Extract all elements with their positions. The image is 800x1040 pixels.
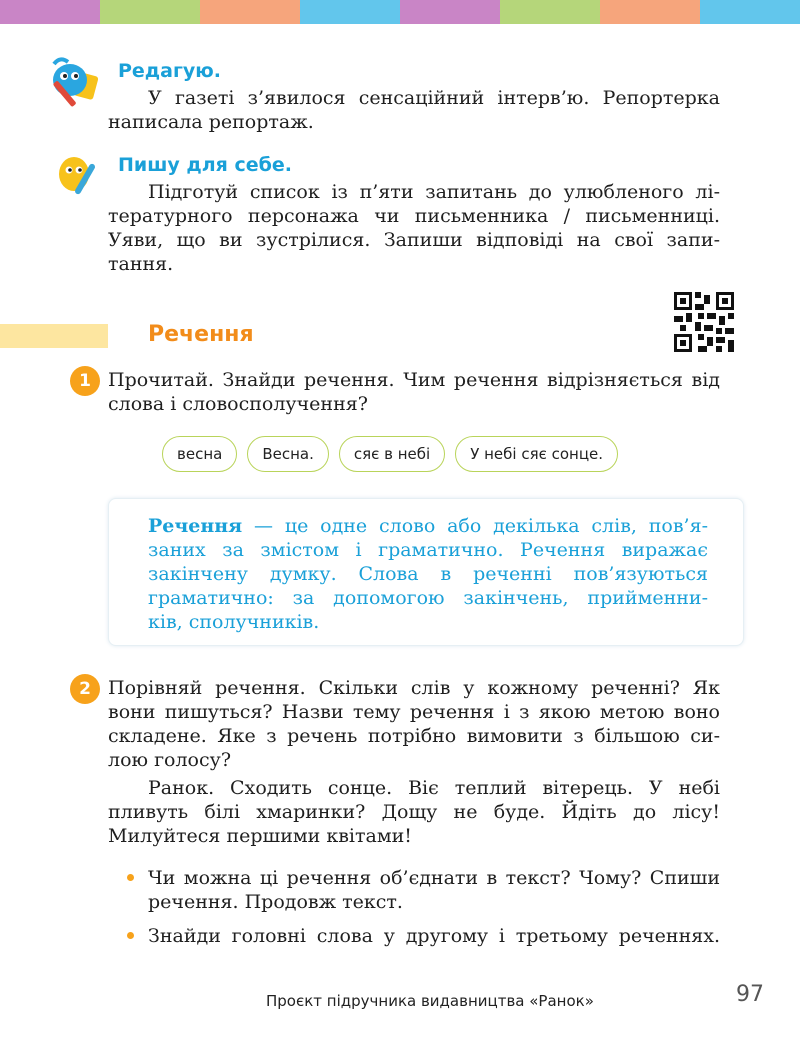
stripe-segment <box>200 0 300 24</box>
stripe-segment <box>500 0 600 24</box>
word-chip: Весна. <box>247 436 329 472</box>
edit-heading: Редагую. <box>118 60 221 82</box>
stripe-segment <box>100 0 200 24</box>
page-number: 97 <box>736 982 764 1007</box>
text-line: закінчену думку. Слова в реченні пов’язуються <box>148 563 708 585</box>
write-heading: Пишу для себе. <box>118 154 292 176</box>
text-line: граматично: за допомогою закінчень, прийменни- <box>148 587 708 609</box>
stripe-segment <box>300 0 400 24</box>
text-line: Ранок. Сходить сонце. Віє теплий вітерець. У небі <box>148 777 720 799</box>
word-chip: У небі сяє сонце. <box>455 436 618 472</box>
text-line <box>148 514 708 538</box>
task1-instruction <box>108 368 720 416</box>
text-line: пливуть білі хмаринки? Дощу не буде. Йдіть до лісу! <box>108 801 720 823</box>
text-line: лою голосу? <box>108 749 231 771</box>
stripe-segment <box>700 0 800 24</box>
word-chip: весна <box>162 436 237 472</box>
text-line: слова і словосполучення? <box>108 393 368 415</box>
task2-text <box>108 776 720 848</box>
text-line: Підготуй список із п’яти запитань до улюбленого лі- <box>148 181 720 203</box>
section-marker-bar <box>0 324 108 348</box>
text-line: написала репортаж. <box>108 111 314 133</box>
rule-term: Речення <box>148 515 243 537</box>
footer-text: Проєкт підручника видавництва «Ранок» <box>266 992 594 1010</box>
text-line: речення. Продовж текст. <box>148 891 403 913</box>
edit-paragraph <box>108 86 720 134</box>
section-title: Речення <box>148 322 254 347</box>
text-line: вони пишуться? Назви тему речення і з якою метою воно <box>108 701 720 723</box>
text-line: Порівняй речення. Скільки слів у кожному реченні? Як <box>108 677 720 699</box>
task-number-badge: 2 <box>70 674 100 704</box>
write-paragraph <box>108 180 720 276</box>
task-number-badge: 1 <box>70 366 100 396</box>
text-line: Милуйтеся першими квітами! <box>108 825 412 847</box>
text-line: Чи можна ці речення об’єднати в текст? Чому? Спиши <box>148 867 720 889</box>
rule-text <box>148 514 708 634</box>
stripe-segment <box>0 0 100 24</box>
bullet-dot <box>127 932 134 939</box>
text-line: тання. <box>108 253 174 275</box>
text-line: ків, сполучників. <box>148 611 320 633</box>
text-line: тературного персонажа чи письменника / письменниці. <box>108 205 720 227</box>
stripe-segment <box>400 0 500 24</box>
yellow-mascot-pen-icon <box>56 152 106 202</box>
bullet-dot <box>127 874 134 881</box>
text-line: Прочитай. Знайди речення. Чим речення відрізняється від <box>108 369 720 391</box>
text-line: Уяви, що ви зустрілися. Запиши відповіді на свої запи- <box>108 229 720 251</box>
word-chip: сяє в небі <box>339 436 445 472</box>
text-line: заних за змістом і граматично. Речення виражає <box>148 539 708 561</box>
bullet-item <box>148 924 720 948</box>
top-color-stripe <box>0 0 800 24</box>
text-line: Знайди головні слова у другому і третьому реченнях. <box>148 925 720 947</box>
word-chips <box>162 436 618 472</box>
blue-mascot-pencil-icon <box>46 56 108 112</box>
stripe-segment <box>600 0 700 24</box>
bullet-item <box>148 866 720 914</box>
text-line: У газеті з’явилося сенсаційний інтерв’ю. Репортерка <box>148 87 720 109</box>
text-line: складене. Яке з речень потрібно вимовити з більшою си- <box>108 725 720 747</box>
qr-code-icon <box>674 292 734 352</box>
task2-instruction <box>108 676 720 772</box>
rule-text-fragment: — це одне слово або декілька слів, пов’я- <box>242 515 708 537</box>
